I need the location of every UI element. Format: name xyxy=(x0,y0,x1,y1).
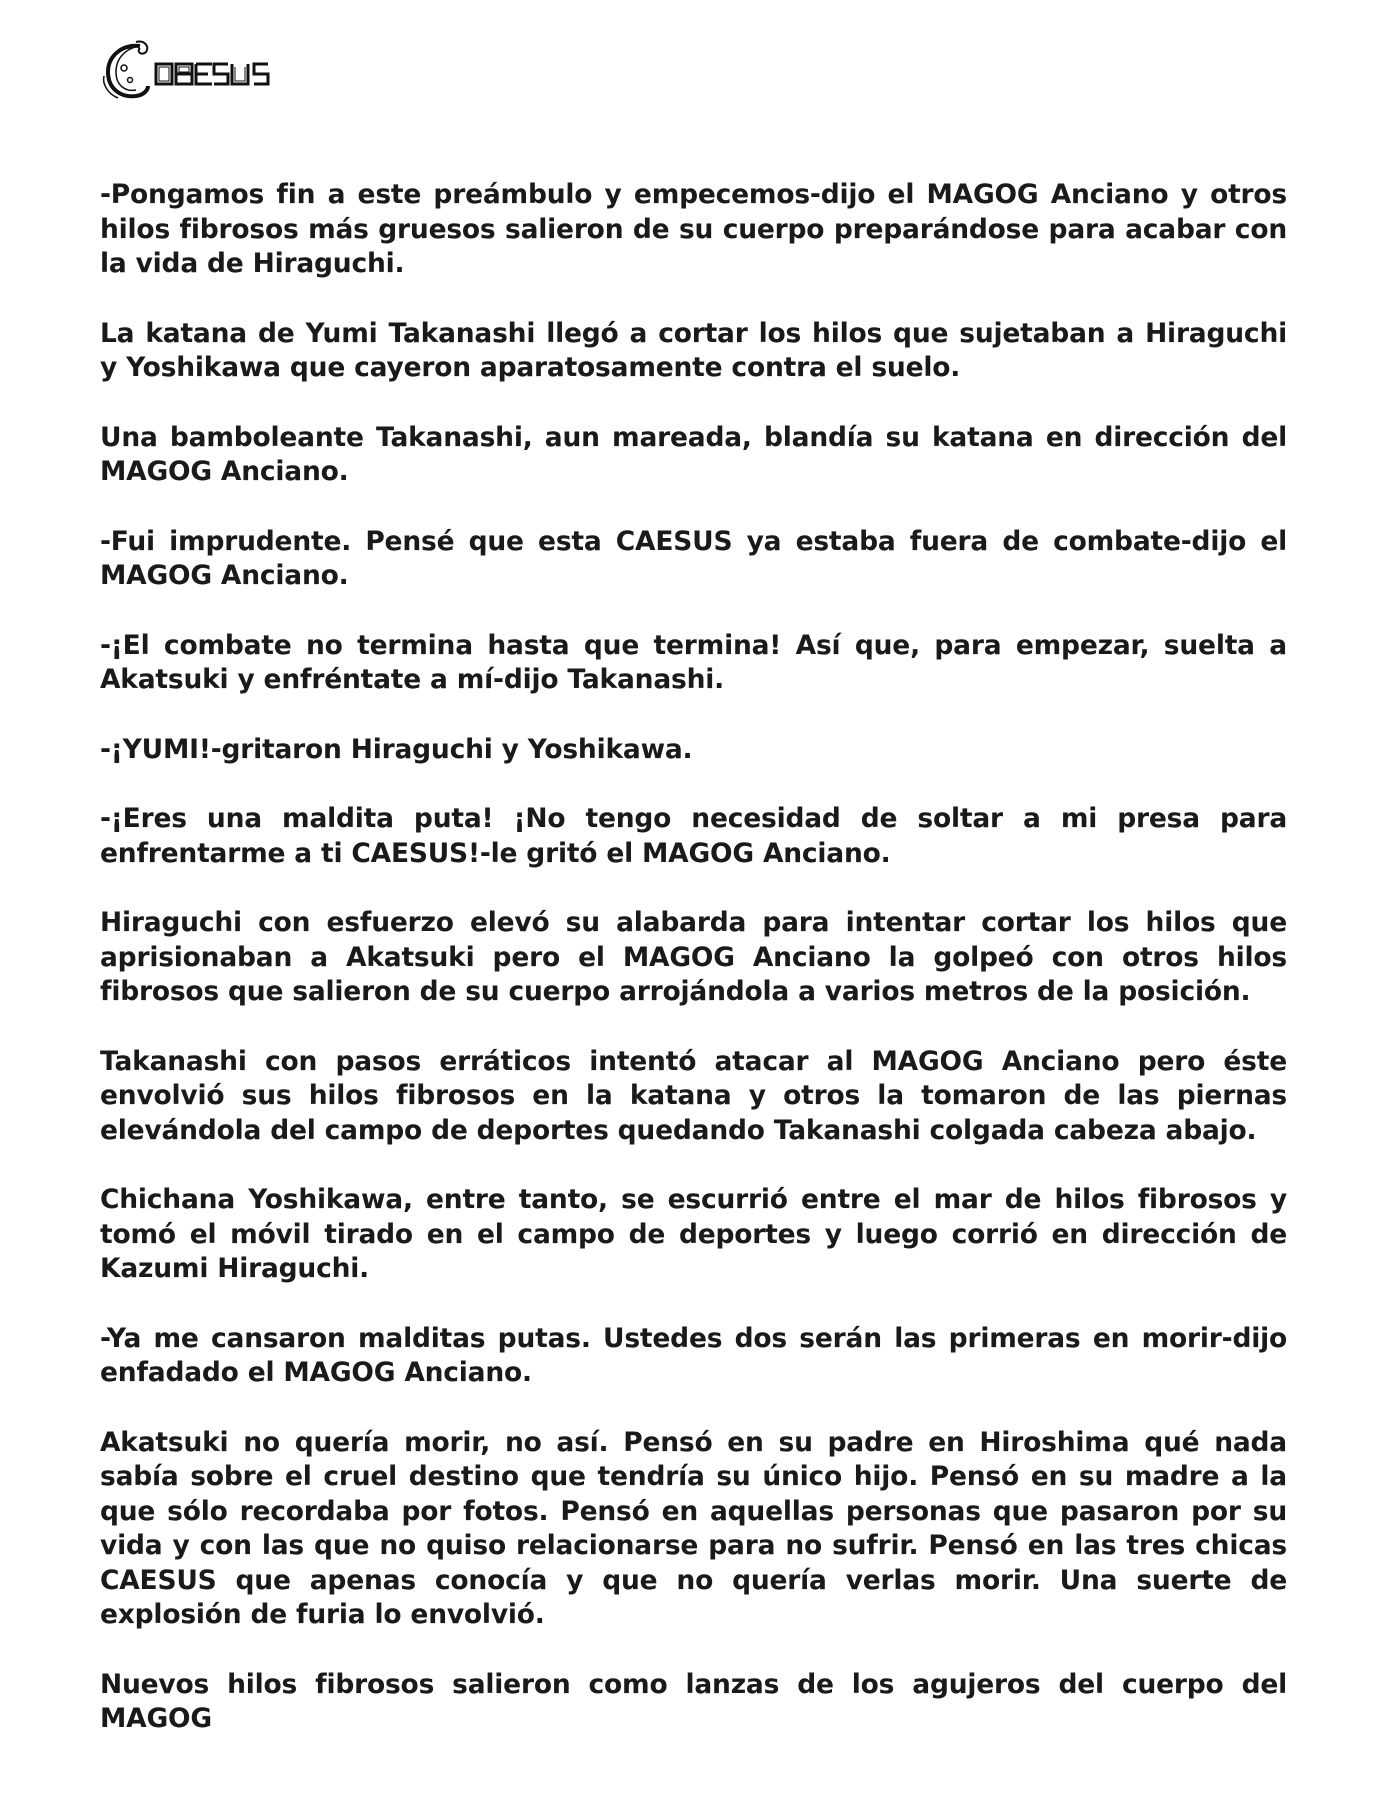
caesus-logo xyxy=(100,38,270,102)
story-text xyxy=(100,178,1287,1772)
paragraph: Una bamboleante Takanashi, aun mareada, blandía su katana en dirección del MAGOG Anciano. xyxy=(100,421,1287,487)
paragraph: -Pongamos fin a este preámbulo y empecemos-dijo el MAGOG Anciano y otros hilos fibrosos más gruesos salieron de su cuerpo preparándose para acabar con la vida de Hiraguchi. xyxy=(100,179,1287,279)
paragraph: -¡El combate no termina hasta que termina! Así que, para empezar, suelta a Akatsuki y enfréntate a mí-dijo Takanashi. xyxy=(100,629,1287,695)
caesus-logo-graphic xyxy=(100,38,270,102)
paragraph: Nuevos hilos fibrosos salieron como lanzas de los agujeros del cuerpo del MAGOG xyxy=(100,1668,1287,1734)
paragraph: Takanashi con pasos erráticos intentó atacar al MAGOG Anciano pero éste envolvió sus hilos fibrosos en la katana y otros la tomaron de las piernas elevándola del campo de deportes quedando Takanashi colgada cabeza abajo. xyxy=(100,1045,1287,1146)
paragraph: -¡Eres una maldita puta! ¡No tengo necesidad de soltar a mi presa para enfrentarme a ti CAESUS!-le gritó el MAGOG Anciano. xyxy=(100,803,1287,869)
paragraph: -Ya me cansaron malditas putas. Ustedes dos serán las primeras en morir-dijo enfadado el MAGOG Anciano. xyxy=(100,1322,1287,1388)
paragraph: La katana de Yumi Takanashi llegó a cortar los hilos que sujetaban a Hiraguchi y Yoshikawa que cayeron aparatosamente contra el suelo. xyxy=(100,317,1287,383)
paragraph: -¡YUMI!-gritaron Hiraguchi y Yoshikawa. xyxy=(100,733,693,765)
paragraph: -Fui imprudente. Pensé que esta CAESUS ya estaba fuera de combate-dijo el MAGOG Anciano. xyxy=(100,525,1287,591)
paragraph: Chichana Yoshikawa, entre tanto, se escurrió entre el mar de hilos fibrosos y tomó el móvil tirado en el campo de deportes y luego corrió en dirección de Kazumi Hiraguchi. xyxy=(100,1184,1287,1284)
paragraph: Akatsuki no quería morir, no así. Pensó en su padre en Hiroshima qué nada sabía sobre el cruel destino que tendría su único hijo. Pensó en su madre a la que sólo recordaba por fotos. Pensó en aquellas personas que pasaron por su vida y con las que no quiso relacionarse para no sufrir. Pensó en las tres chicas CAESUS que apenas conocía y que no quería verlas morir. Una suerte de explosión de furia lo envolvió. xyxy=(100,1426,1287,1630)
paragraph: Hiraguchi con esfuerzo elevó su alabarda para intentar cortar los hilos que aprisionaban a Akatsuki pero el MAGOG Anciano la golpeó con otros hilos fibrosos que salieron de su cuerpo arrojándola a varios metros de la posición. xyxy=(100,907,1287,1007)
